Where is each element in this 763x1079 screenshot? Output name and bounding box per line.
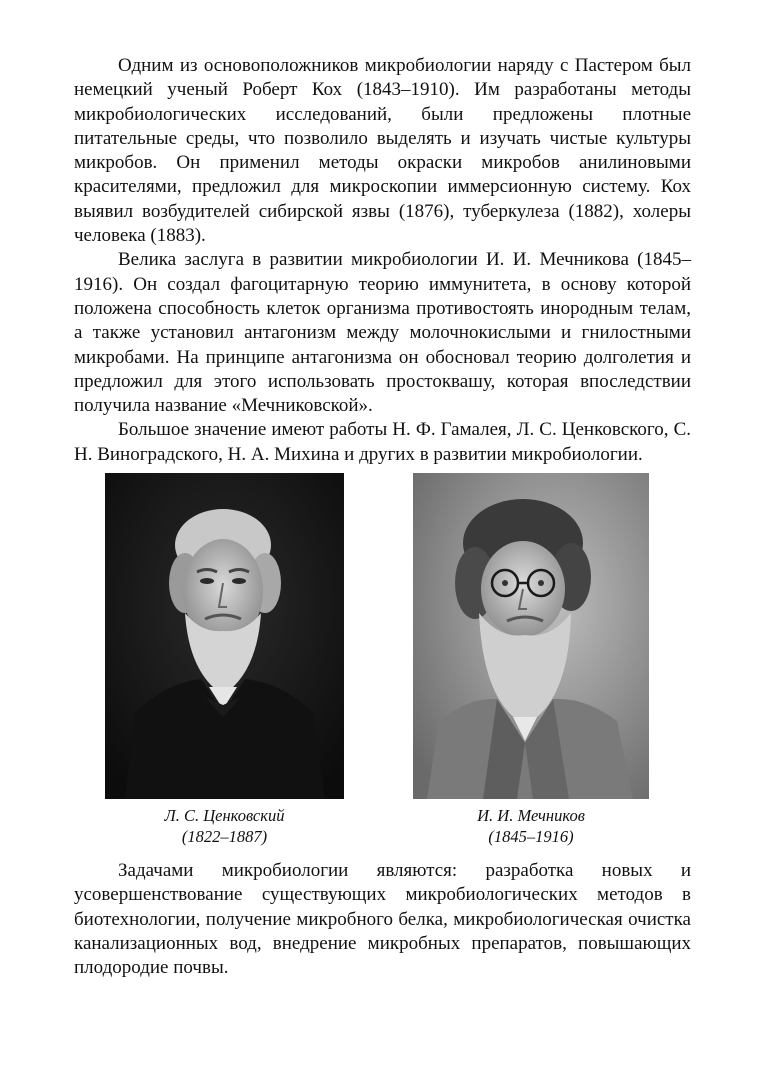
paragraph-tasks: Задачами микробиологии являются: разработка новых и усовершенствование существующих микробиологических методов в биотехнологии, получение микробного белка, микробиологическая очистка канализационных вод, внедрение микробных препаратов, повышающих плодородие почвы. <box>74 860 691 979</box>
figure-tsenkovsky <box>105 473 344 847</box>
caption-years: (1822–1887) <box>181 827 268 847</box>
figure-mechnikov <box>413 473 649 847</box>
caption-name: И. И. Мечников <box>477 806 585 826</box>
paragraph-others: Большое значение имеют работы Н. Ф. Гамалея, Л. С. Ценковского, С. Н. Виноградского, Н. А. Михина и других в развитии микробиологии. <box>74 419 691 465</box>
portrait-tsenkovsky <box>105 473 344 799</box>
caption-tsenkovsky <box>105 805 344 847</box>
portrait-mechnikov <box>413 473 649 799</box>
paragraph-koch: Одним из основоположников микробиологии наряду с Пастером был немецкий ученый Роберт Кох (1843–1910). Им разработаны методы микробиологических исследований, были предложены плотные питательные среды, что позволило выделять и изучать чистые культуры микробов. Он применил методы окраски микробов анилиновыми красителями, предложил для микроскопии иммерсионную систему. Кох выявил возбудителей сибирской язвы (1876), туберкулеза (1882), холеры человека (1883). <box>74 55 691 247</box>
paragraph-mechnikov: Велика заслуга в развитии микробиологии И. И. Мечникова (1845–1916). Он создал фагоцитарную теорию иммунитета, в основу которой положена способность клеток организма противостоять инородным телам, а также установил антагонизм между молочнокислыми и гнилостными микробами. На принципе антагонизма он обосновал теорию долголетия и предложил для этого использовать простоквашу, которая впоследствии получила название «Мечниковской». <box>74 249 691 417</box>
caption-years: (1845–1916) <box>488 827 574 847</box>
caption-name: Л. С. Ценковский <box>164 806 285 826</box>
caption-mechnikov <box>413 805 649 847</box>
page-content <box>74 54 691 981</box>
portrait-figures <box>74 473 691 859</box>
